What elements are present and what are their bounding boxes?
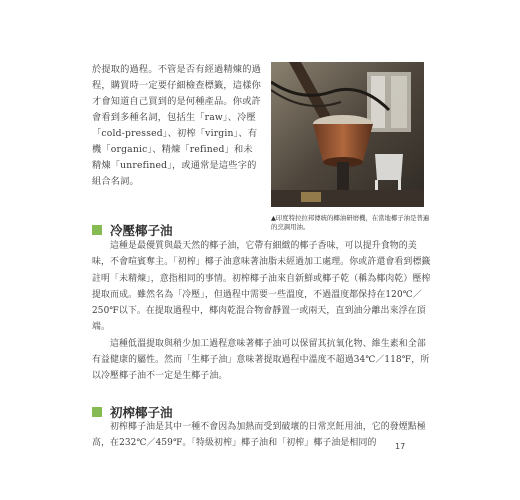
page-number: 17 <box>395 442 406 451</box>
section1-paragraph: 這種是最優質與最天然的椰子油，它帶有細緻的椰子香味，可以提升食物的美味，不會喧賓奪主。「初榨」椰子油意味著油脂未經過加工處理。你或許還會看到標籤註明「未精煉」，意指相同的事情。初榨椰子油來自新鮮或椰子乾（稱為椰肉乾）壓榨提取而成。雖然名為「冷壓」，但過程中需要一些溫度，不過溫度都保持在120℃／250℉以下。在提取過程中，椰肉乾混合物會靜置一或兩天，直到油分離出來浮在頂端。 <box>92 241 431 333</box>
section1-paragraph: 這種低溫提取與稍少加工過程意味著椰子油可以保留其抗氧化物、維生素和全部有益健康的屬性。然而「生椰子油」意味著提取過程中溫度不超過34℃／118℉，所以冷壓椰子油不一定是生椰子油。 <box>92 338 430 382</box>
section-heading-text: 冷壓椰子油 <box>110 223 173 238</box>
section-heading-cold-pressed <box>92 221 173 239</box>
section2-body <box>92 419 432 452</box>
photo-of-coconut-oil-press-icon <box>271 62 424 207</box>
intro-paragraph: 於提取的過程。不管是否有經過精煉的過程，購買時一定要仔細檢查標籤，這樣你才會知道自己買到的是何種產品。你或許會看到多種名詞，包括生「raw」、冷壓「cold-pressed」、初榨「virgin」、有機「organic」、精煉「refined」和未精煉「unrefined」，或通常是這些字的組合名詞。 <box>92 64 261 187</box>
section1-body <box>92 238 432 385</box>
heading-square-icon <box>92 225 102 235</box>
photo-caption: ▲印度特拉拉邦傳統的椰油研磨機，在當地椰子油是普遍的烹調用油。 <box>271 214 430 231</box>
heading-square-icon <box>92 407 102 417</box>
intro-text-column <box>92 62 262 190</box>
section2-paragraph: 初榨椰子油是其中一種不會因為加熱而受到破壞的日常烹飪用油，它的發煙點極高，在232℃／459℉。「特級初榨」椰子油和「初榨」椰子油是相同的 <box>92 422 426 449</box>
coconut-oil-press-photo <box>271 62 424 207</box>
section-heading-text: 初榨椰子油 <box>110 405 173 420</box>
